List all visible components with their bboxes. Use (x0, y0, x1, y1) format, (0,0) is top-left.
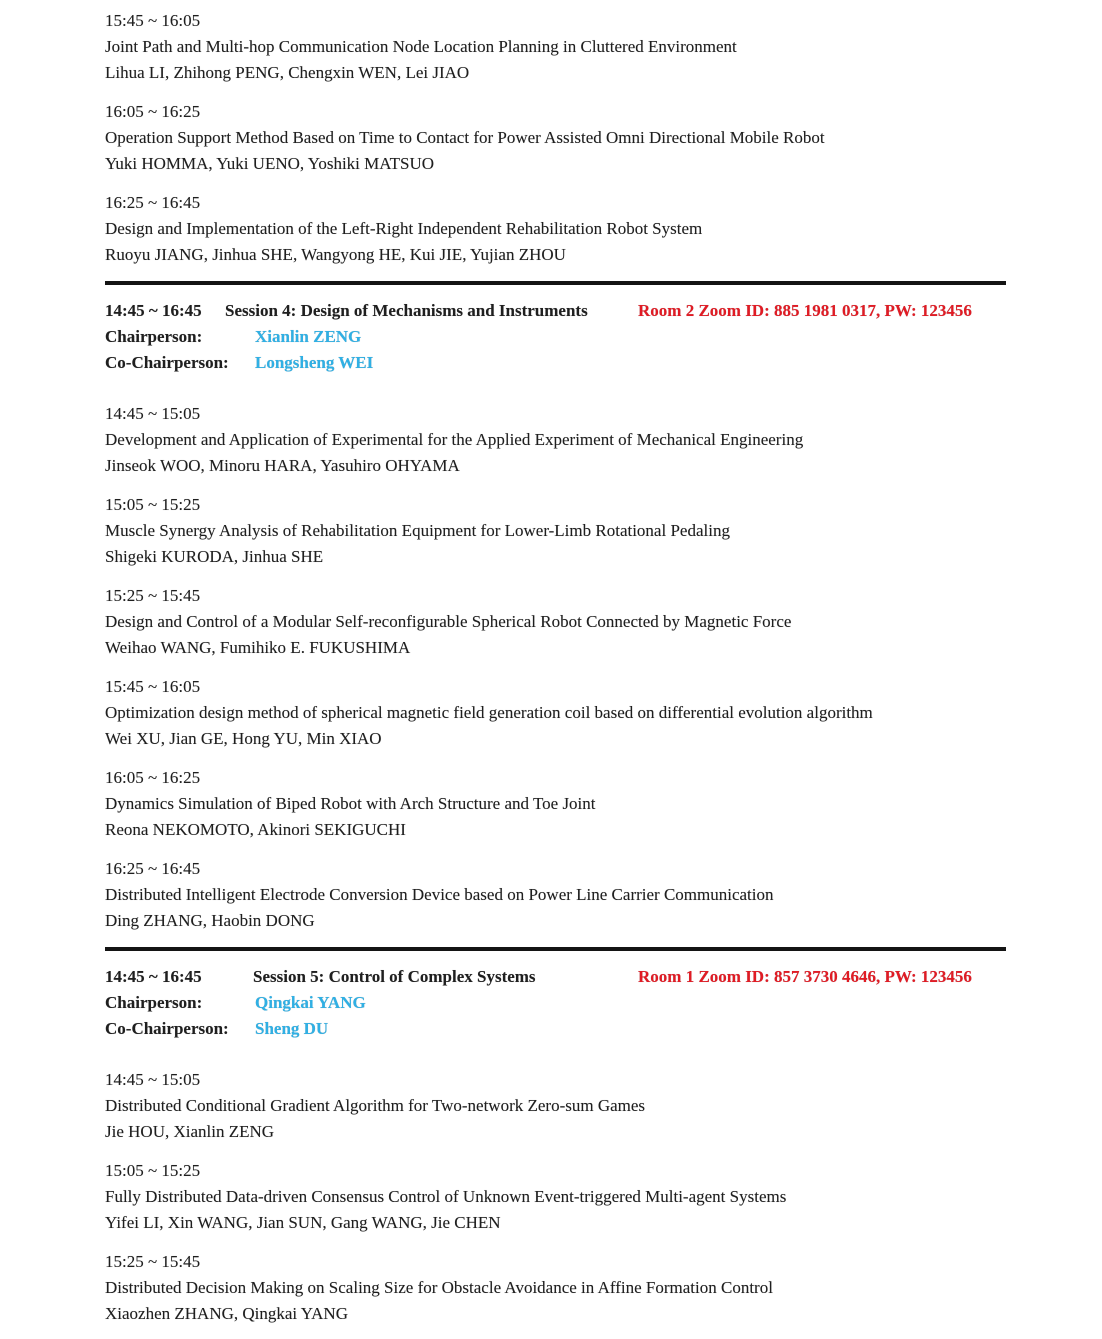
chairperson-name: Qingkai YANG (255, 993, 366, 1012)
paper-entry (105, 492, 1042, 570)
paper-entry (105, 1158, 1042, 1236)
paper-authors: Ruoyu JIANG, Jinhua SHE, Wangyong HE, Kui JIE, Yujian ZHOU (105, 245, 566, 264)
paper-title: Muscle Synergy Analysis of Rehabilitation Equipment for Lower-Limb Rotational Pedaling (105, 521, 730, 540)
paper-entry (105, 583, 1042, 661)
paper-time: 16:25 ~ 16:45 (105, 193, 201, 212)
chairperson-row (105, 990, 1042, 1016)
paper-entry (105, 1249, 1042, 1327)
session-header (105, 298, 1042, 376)
paper-authors: Reona NEKOMOTO, Akinori SEKIGUCHI (105, 820, 406, 839)
chairperson-label: Chairperson: (105, 327, 203, 346)
paper-authors: Ding ZHANG, Haobin DONG (105, 911, 315, 930)
pre-session-papers-block (105, 8, 1042, 268)
cochairperson-name: Longsheng WEI (255, 353, 374, 372)
paper-title: Distributed Decision Making on Scaling Size for Obstacle Avoidance in Affine Formation Control (105, 1278, 773, 1297)
paper-time: 16:05 ~ 16:25 (105, 768, 201, 787)
paper-title: Optimization design method of spherical magnetic field generation coil based on differential evolution algorithm (105, 703, 873, 722)
paper-title: Distributed Intelligent Electrode Conversion Device based on Power Line Carrier Communication (105, 885, 774, 904)
paper-entry (105, 1067, 1042, 1145)
paper-authors: Xiaozhen ZHANG, Qingkai YANG (105, 1304, 348, 1323)
session-room-zoom-info: Room 2 Zoom ID: 885 1981 0317, PW: 123456 (638, 301, 972, 320)
chairperson-label: Chairperson: (105, 993, 203, 1012)
paper-time: 15:05 ~ 15:25 (105, 1161, 201, 1180)
paper-authors: Shigeki KURODA, Jinhua SHE (105, 547, 324, 566)
paper-title: Distributed Conditional Gradient Algorithm for Two-network Zero-sum Games (105, 1096, 646, 1115)
cochairperson-row (105, 1016, 1042, 1042)
paper-entry (105, 401, 1042, 479)
cochairperson-label: Co-Chairperson: (105, 353, 229, 372)
paper-title: Operation Support Method Based on Time to Contact for Power Assisted Omni Directional Mobile Robot (105, 128, 825, 147)
paper-time: 15:05 ~ 15:25 (105, 495, 201, 514)
session-time: 14:45 ~ 16:45 (105, 967, 202, 986)
paper-authors: Weihao WANG, Fumihiko E. FUKUSHIMA (105, 638, 411, 657)
chairperson-name: Xianlin ZENG (255, 327, 362, 346)
paper-time: 15:45 ~ 16:05 (105, 677, 201, 696)
paper-title: Design and Implementation of the Left-Right Independent Rehabilitation Robot System (105, 219, 703, 238)
chairperson-row (105, 324, 1042, 350)
session-papers-list (105, 401, 1042, 934)
session-header (105, 964, 1042, 1042)
session-title: Session 4: Design of Mechanisms and Instruments (225, 301, 588, 320)
paper-authors: Jie HOU, Xianlin ZENG (105, 1122, 275, 1141)
cochairperson-label: Co-Chairperson: (105, 1019, 229, 1038)
paper-time: 14:45 ~ 15:05 (105, 1070, 201, 1089)
paper-authors: Yuki HOMMA, Yuki UENO, Yoshiki MATSUO (105, 154, 435, 173)
paper-title: Dynamics Simulation of Biped Robot with Arch Structure and Toe Joint (105, 794, 596, 813)
paper-time: 15:45 ~ 16:05 (105, 11, 201, 30)
session-divider (105, 281, 1006, 285)
paper-authors: Jinseok WOO, Minoru HARA, Yasuhiro OHYAMA (105, 456, 460, 475)
cochairperson-row (105, 350, 1042, 376)
paper-title: Design and Control of a Modular Self-reconfigurable Spherical Robot Connected by Magnetic Force (105, 612, 792, 631)
session-time: 14:45 ~ 16:45 (105, 301, 202, 320)
paper-entry (105, 674, 1042, 752)
session-5-block (105, 964, 1042, 1327)
session-header-title-row (105, 964, 1042, 990)
paper-authors: Lihua LI, Zhihong PENG, Chengxin WEN, Lei JIAO (105, 63, 470, 82)
paper-time: 16:25 ~ 16:45 (105, 859, 201, 878)
paper-entry (105, 190, 1042, 268)
session-4-block (105, 298, 1042, 934)
session-header-title-row (105, 298, 1042, 324)
session-divider (105, 947, 1006, 951)
paper-title: Joint Path and Multi-hop Communication Node Location Planning in Cluttered Environment (105, 37, 737, 56)
paper-authors: Wei XU, Jian GE, Hong YU, Min XIAO (105, 729, 382, 748)
paper-time: 15:25 ~ 15:45 (105, 1252, 201, 1271)
paper-authors: Yifei LI, Xin WANG, Jian SUN, Gang WANG, Jie CHEN (105, 1213, 501, 1232)
paper-time: 16:05 ~ 16:25 (105, 102, 201, 121)
cochairperson-name: Sheng DU (255, 1019, 329, 1038)
paper-entry (105, 99, 1042, 177)
session-room-zoom-info: Room 1 Zoom ID: 857 3730 4646, PW: 123456 (638, 967, 972, 986)
paper-entry (105, 856, 1042, 934)
paper-title: Development and Application of Experimental for the Applied Experiment of Mechanical Engineering (105, 430, 804, 449)
paper-time: 14:45 ~ 15:05 (105, 404, 201, 423)
paper-entry (105, 8, 1042, 86)
session-papers-list (105, 1067, 1042, 1327)
paper-entry (105, 765, 1042, 843)
paper-time: 15:25 ~ 15:45 (105, 586, 201, 605)
session-title: Session 5: Control of Complex Systems (253, 967, 536, 986)
paper-title: Fully Distributed Data-driven Consensus Control of Unknown Event-triggered Multi-agent Systems (105, 1187, 787, 1206)
